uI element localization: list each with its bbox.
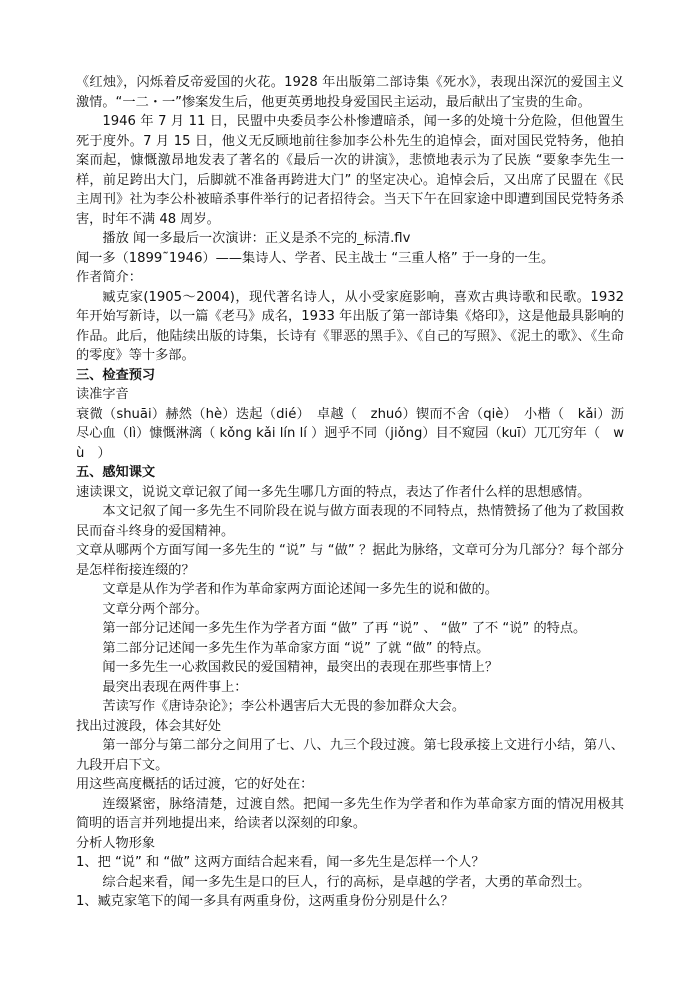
subheading-character-analysis: 分析人物形象	[76, 835, 156, 851]
answer-transition-benefit: 连缀紧密，脉络清楚，过渡自然。把闻一多先生作为学者和作为革命家方面的情况用极其简明的语言并列地提出来，给读者以深刻的印象。	[76, 796, 624, 831]
question-transition-benefit: 用这些高度概括的话过渡，它的好处在：	[76, 777, 314, 792]
answer-part-one: 第一部分记述闻一多先生作为学者方面 “做” 了再 “说” 、 “做” 了不 “说” 的特点。	[102, 621, 587, 636]
question-structure: 文章从哪两个方面写闻一多先生的 “说” 与 “做” ？据此为脉络，文章可分为几部分？每个部分是怎样衔接连缀的？	[76, 543, 624, 578]
question-character-2: 1、臧克家笔下的闻一多具有两重身份，这两重身份分别是什么？	[76, 894, 454, 909]
question-patriotism: 闻一多先生一心救国救民的爱国精神，最突出的表现在那些事情上？	[102, 660, 499, 675]
question-transition: 找出过渡段，体会其好处	[76, 718, 222, 734]
paragraph-1946-events: 1946 年 7 月 11 日，民盟中央委员李公朴惨遭暗杀，闻一多的处境十分危险，但他置生死于度外。7 月 15 日，他义无反顾地前往参加李公朴先生的追悼会，面对国民党特务，他拍案而起，慷慨激昂地发表了著名的《最后一次的讲演》，悲愤地表示为了民族 “要象李先生一样，前足跨出大门，后脚就不准备再跨进大门” 的坚定决心。追悼会后，又出席了民盟在《民主周刊》社为李公朴被暗杀事件举行的记者招待会。当天下午在回家途中即遭到国民党特务杀害，时年不满 48 周岁。	[76, 114, 624, 227]
paragraph-intro-continued: 《红烛》，闪烁着反帝爱国的火花。1928 年出版第二部诗集《死水》，表现出深沉的爱国主义激情。“一二・一”惨案发生后，他更英勇地投身爱国民主运动，最后献出了宝贵的生命。	[76, 75, 624, 110]
answer-part-two: 第二部分记述闻一多先生作为革命家方面 “说” 了就 “做” 的特点。	[102, 640, 490, 656]
answer-transition: 第一部分与第二部分之间用了七、八、九三个段过渡。第七段承接上文进行小结，第八、九段开启下文。	[76, 738, 624, 773]
paragraph-video-link[interactable]: 播放 闻一多最后一次演讲：正义是杀不完的_标清.flv	[102, 231, 411, 246]
section-heading-text-perception: 五、感知课文	[76, 465, 156, 480]
section-heading-preview-check: 三、检查预习	[76, 367, 156, 383]
answer-structure-aspects: 文章是从作为学者和作为革命家两方面论述闻一多先生的说和做的。	[102, 582, 499, 597]
answer-character-1: 综合起来看，闻一多先生是口的巨人，行的高标，是卓越的学者，大勇的革命烈士。	[102, 874, 591, 890]
subheading-pronunciation: 读准字音	[76, 387, 129, 402]
answer-patriotism-lead: 最突出表现在两件事上：	[102, 679, 248, 695]
question-fast-reading: 速读课文，说说文章记叙了闻一多先生哪几方面的特点，表达了作者什么样的思想感情。	[76, 484, 591, 500]
answer-fast-reading: 本文记叙了闻一多先生不同阶段在说与做方面表现的不同特点，热情赞扬了他为了救国救民而奋斗终身的爱国精神。	[76, 504, 624, 539]
question-character-1: 1、把 “说” 和 “做” 这两方面结合起来看，闻一多先生是怎样一个人？	[76, 855, 485, 870]
answer-patriotism-events: 苦读写作《唐诗杂论》；李公朴遇害后大无畏的参加群众大会。	[102, 699, 466, 714]
document-page	[76, 73, 624, 912]
heading-author-intro: 作者简介：	[76, 270, 142, 285]
paragraph-pinyin-list: 衰微（shuāi）赫然（hè）迭起（dié） 卓越（ zhuó）锲而不舍（qiè） 小楷（ kǎi）沥尽心血（lì）慷慨淋漓（ kǒng kǎi lín lí ）迥乎不同（jiǒng）目不窥园（kuī）兀兀穷年（ wù ）	[76, 406, 624, 461]
paragraph-zang-kejia-bio: 臧克家(1905～2004)，现代著名诗人，从小受家庭影响，喜欢古典诗歌和民歌。1932 年开始写新诗，以一篇《老马》成名，1933 年出版了第一部诗集《烙印》，这是他最具影响的作品。此后，他陆续出版的诗集，长诗有《罪恶的黑手》、《自己的写照》、《泥土的歌》、《生命的零度》等十多部。	[76, 289, 624, 363]
answer-structure-parts: 文章分两个部分。	[102, 601, 208, 617]
paragraph-wen-yiduo-summary: 闻一多（1899˜1946）——集诗人、学者、民主战士 “三重人格” 于一身的一生。	[76, 250, 555, 266]
